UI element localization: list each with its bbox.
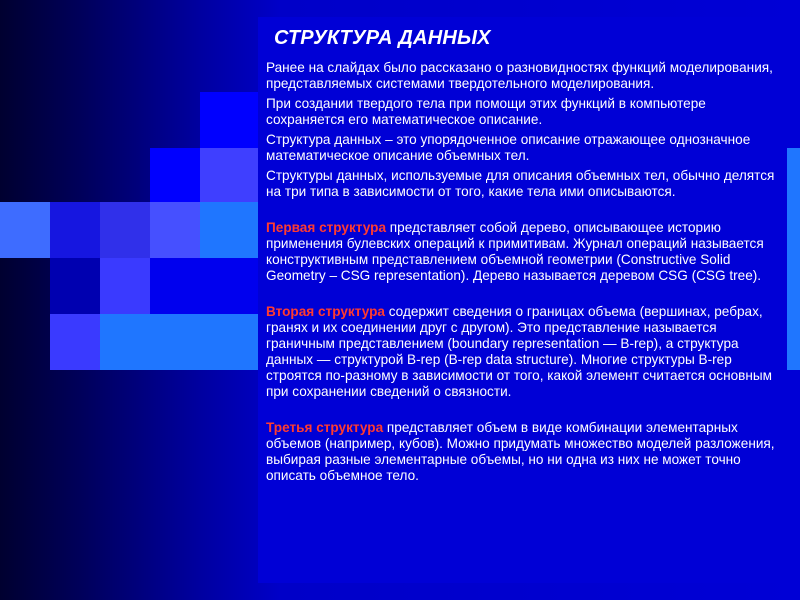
decor-square <box>200 202 258 258</box>
second-structure-text: содержит сведения о границах объема (вершинах, ребрах, гранях и их соединении друг с другом). Это представление называется граничным представлением (boundary representation — B-rep), а структура данных — структурой B-rep (B-rep data structure). Многие структуры B-rep строятся по-разному в зависимости от того, какой элемент считается основным при сохранении сведений о связности. <box>266 304 772 399</box>
first-structure-paragraph <box>266 220 778 284</box>
decor-square <box>50 314 100 370</box>
decor-square <box>50 202 100 258</box>
third-structure-paragraph <box>266 420 778 484</box>
decor-square <box>100 314 258 370</box>
first-structure-label: Первая структура <box>266 220 387 235</box>
decor-square <box>150 258 258 314</box>
decor-square <box>200 148 258 202</box>
third-structure-text: представляет объем в виде комбинации элементарных объемов (например, кубов). Можно придумать множество моделей разложения, выбирая разные элементарные объемы, но ни одна из них не может точно описать объемное тело. <box>266 420 775 483</box>
decor-square <box>150 202 200 258</box>
slide-body <box>266 60 778 488</box>
decor-square <box>50 258 100 314</box>
decor-square <box>150 148 200 202</box>
first-structure-text: представляет собой дерево, описывающее историю применения булевских операций к примитивам. Журнал операций называется конструктивным представлением объемной геометрии (Constructive Solid Geometry – CSG representation). Дерево называется деревом CSG (CSG tree). <box>266 220 764 283</box>
decor-square <box>100 258 150 314</box>
decor-square <box>787 148 800 370</box>
decor-square <box>100 202 150 258</box>
intro-paragraph-2: При создании твердого тела при помощи этих функций в компьютере сохраняется его математическое описание. <box>266 96 706 127</box>
decor-square <box>200 92 258 148</box>
intro-paragraph-4: Структуры данных, используемые для описания объемных тел, обычно делятся на три типа в зависимости от того, какие тела ими описываются. <box>266 168 775 199</box>
third-structure-label: Третья структура <box>266 420 384 435</box>
second-structure-paragraph <box>266 304 778 400</box>
content-panel <box>258 17 787 583</box>
second-structure-label: Вторая структура <box>266 304 385 319</box>
intro-paragraph-3: Структура данных – это упорядоченное описание отражающее однозначное математическое описание объемных тел. <box>266 132 751 163</box>
slide-title: СТРУКТУРА ДАННЫХ <box>274 27 491 49</box>
decor-square <box>0 202 50 258</box>
intro-paragraph-1: Ранее на слайдах было рассказано о разновидностях функций моделирования, представляемых системами твердотельного моделирования. <box>266 60 773 91</box>
